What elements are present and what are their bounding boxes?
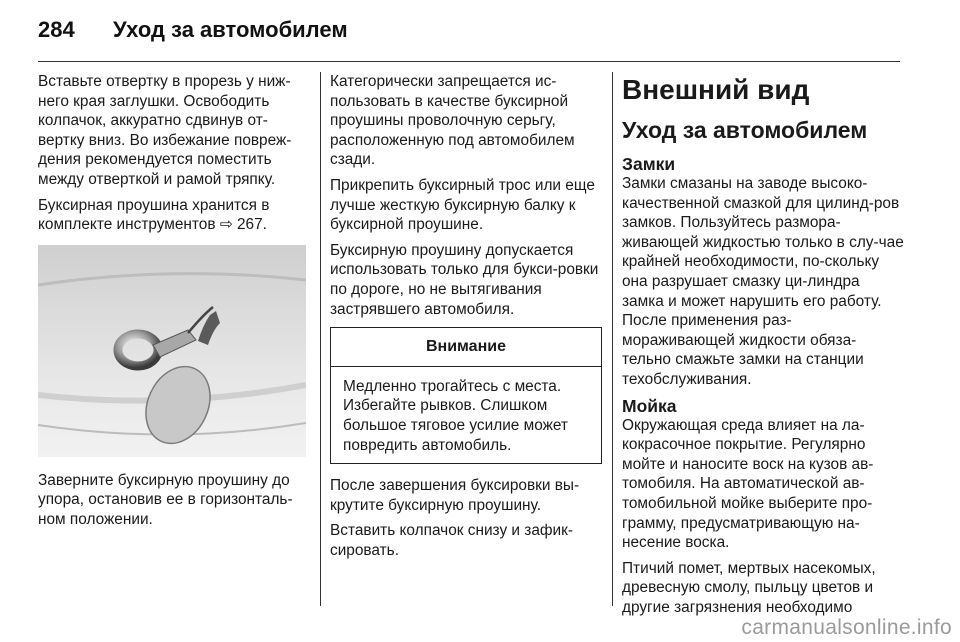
paragraph: Заверните буксирную проушину до упора, остановив ее в горизонталь-ном положении.: [38, 471, 293, 528]
paragraph: Окружающая среда влияет на ла-кокрасочное покрытие. Регулярно мойте и наносите воск на кузов ав-томобиля. На автоматической ав-томобильной мойке выберите про-грамму, предусматривающую на-несение воска.: [622, 416, 874, 552]
paragraph: Вставить колпачок снизу и зафик-сировать.: [330, 522, 574, 559]
watermark: carmanualsonline.info: [741, 616, 952, 639]
tow-eye-photo: [38, 245, 306, 457]
paragraph: Птичий помет, мертвых насекомых, древесную смолу, пыльцу цветов и другие загрязнения необходимо: [622, 559, 876, 616]
wash-heading: Мойка: [622, 395, 677, 416]
column-divider: [612, 72, 613, 606]
paragraph: После завершения буксировки вы-крутите буксирную проушину.: [330, 477, 580, 514]
column-2: [330, 72, 602, 566]
page-number: 284: [38, 17, 75, 42]
running-title: Уход за автомобилем: [113, 17, 348, 42]
warning-title: Внимание: [331, 328, 601, 367]
section-subheading: Уход за автомобилем: [622, 117, 868, 143]
column-3: [622, 72, 904, 623]
header-rule: [38, 61, 900, 62]
paragraph: Прикрепить буксирный трос или еще лучше жесткую буксирную балку к буксирной проушине.: [330, 176, 595, 234]
page-header: [0, 0, 960, 62]
paragraph: Вставьте отвертку в прорезь у ниж-него края заглушки. Освободить колпачок, аккуратно сдвинув от-вертку вниз. Во избежание повреж-дения рекомендуется поместить между отверткой и рамой тряпку.: [38, 73, 292, 188]
column-divider: [320, 72, 321, 606]
column-1: [38, 72, 306, 536]
warning-box: [330, 327, 602, 464]
tow-eye-illustration: [38, 245, 306, 457]
paragraph: Замки смазаны на заводе высоко-качественной смазкой для цилинд-ров замков. Пользуйтесь размора-живающей жидкостью только в слу-чае крайней необходимости, по-скольку она разрушает смазку ци-линдра замка и может нарушить его работу. После применения раз-мораживающей жидкости обяза-тельно смажьте замки на станции техобслуживания.: [622, 175, 904, 388]
paragraph: Категорически запрещается ис-пользовать в качестве буксирной проушины проволочную серьгу, расположенную под автомобилем сзади.: [330, 73, 575, 169]
paragraph: Буксирную проушину допускается использовать только для букси-ровки по дороге, но не вытягивания застрявшего автомобиля.: [330, 241, 599, 318]
section-heading: Внешний вид: [622, 74, 810, 105]
locks-heading: Замки: [622, 154, 676, 174]
paragraph: Буксирная проушина хранится в комплекте инструментов ⇨ 267.: [38, 196, 270, 234]
warning-text: Медленно трогайтесь с места. Избегайте рывков. Слишком большое тяговое усилие может повредить автомобиль.: [343, 377, 568, 454]
